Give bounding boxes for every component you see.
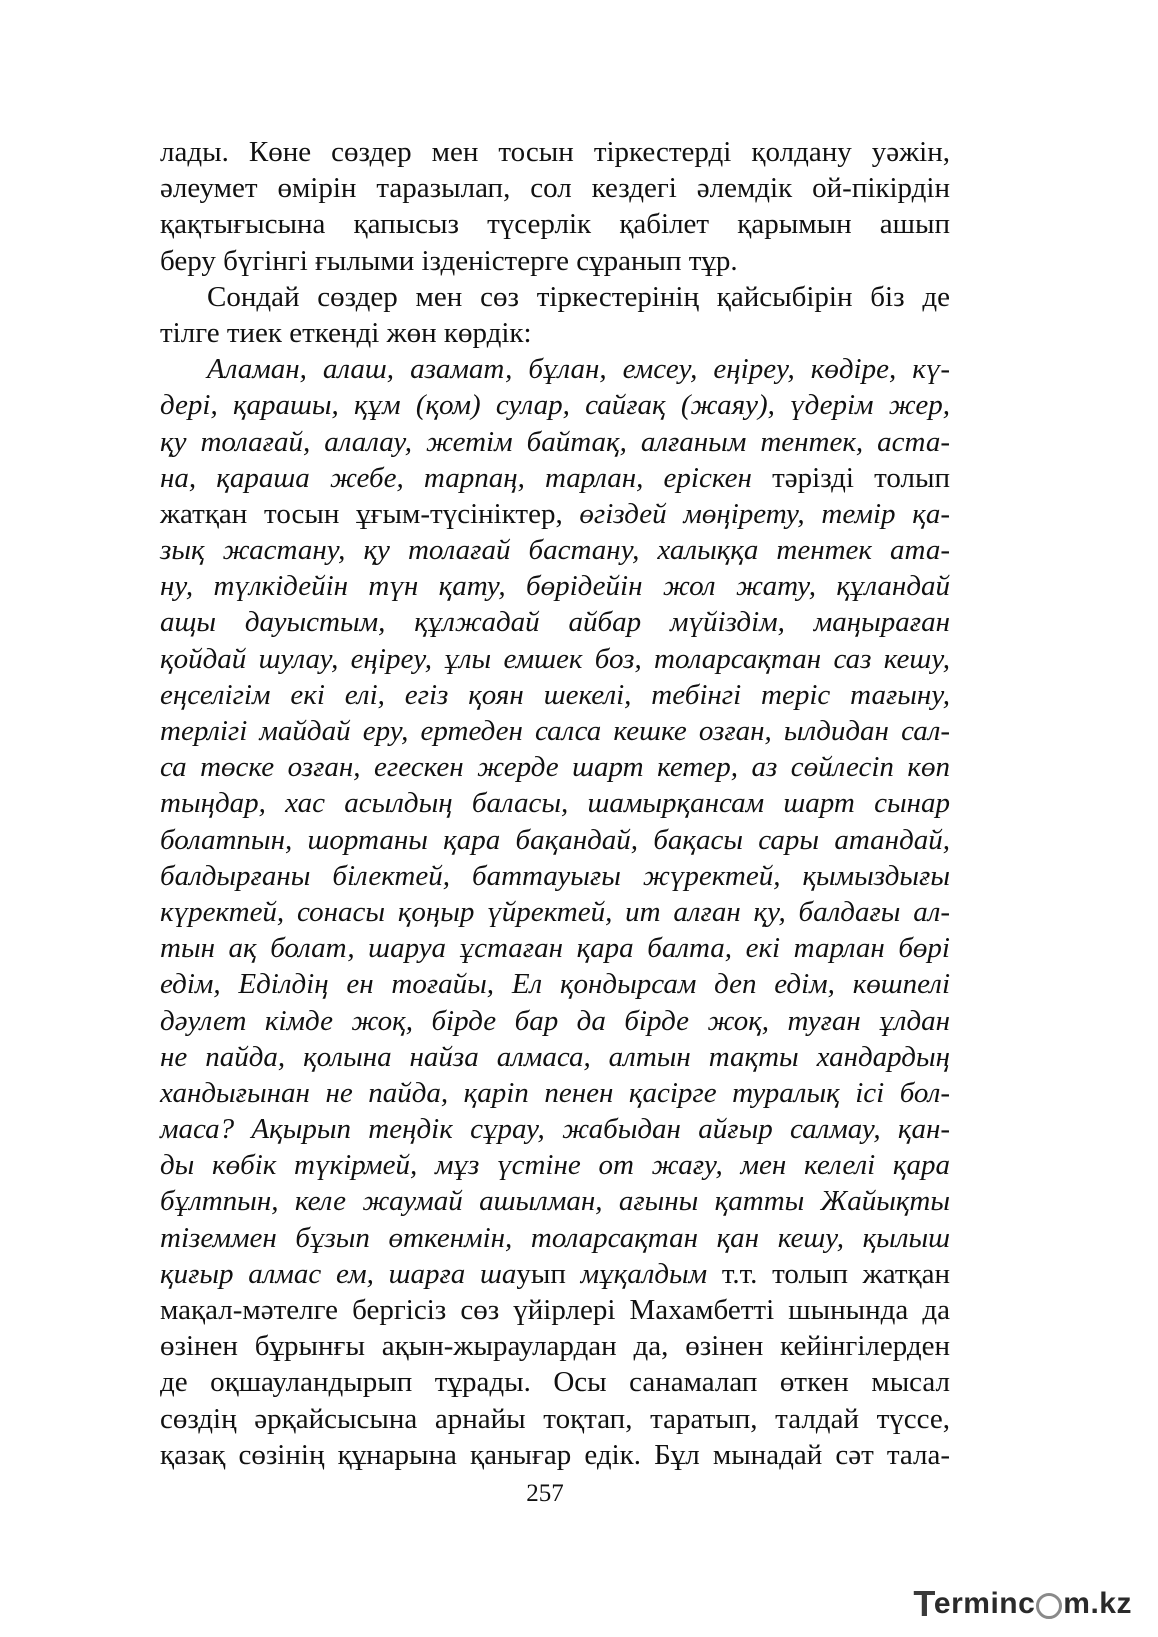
italic-text-segment: қойдай шулау, еңіреу, ұлы емшек боз, толарсақтан саз кешу, — [160, 642, 950, 675]
italic-text-segment: са төске озған, егескен жерде шарт кетер, аз сөйлесіп көп — [160, 751, 950, 784]
text-line — [160, 822, 950, 858]
italic-text-segment: маса? Ақырып теңдік сұрау, жабыдан айғыр салмау, қан- — [160, 1113, 950, 1146]
text-line — [160, 858, 950, 894]
watermark-text-part2: m.kz — [1063, 1587, 1132, 1620]
watermark-t-letter: T — [913, 1583, 936, 1624]
italic-text-segment: Аламан, алаш, азамат, бұлан, емсеу, еңіреу, көдіре, кү- — [207, 353, 950, 386]
text-line — [160, 604, 950, 640]
watermark-o-circle-icon — [1036, 1593, 1062, 1619]
italic-text-segment: на, қараша жебе, тарпаң, тарлан, ерiскен — [160, 461, 752, 494]
text-line — [160, 315, 950, 351]
text-line — [160, 243, 950, 279]
text-line — [160, 568, 950, 604]
italic-text-segment: еңселігім екі елі, егіз қоян шекелі, тебінгі теріс тағыну, — [160, 678, 950, 711]
text-line — [160, 785, 950, 821]
text-line — [160, 1003, 950, 1039]
italic-text-segment: мұқалдым — [580, 1257, 708, 1290]
text-line — [160, 894, 950, 930]
text-line — [160, 1401, 950, 1437]
italic-text-segment: қиғыр алмас ем, шарға ша — [160, 1257, 517, 1290]
text-segment: тәрізді толып — [751, 461, 951, 494]
text-line — [160, 1437, 950, 1473]
text-line — [160, 713, 950, 749]
body-text — [160, 134, 950, 1473]
text-line — [160, 170, 950, 206]
text-line — [160, 1256, 950, 1292]
text-line — [160, 134, 950, 170]
text-line — [160, 1220, 950, 1256]
text-line — [160, 532, 950, 568]
watermark-text-part1: erminc — [933, 1587, 1036, 1620]
italic-text-segment: бұлтпын, келе жаумай ашылман, ағыны қатты Жайықты — [160, 1185, 950, 1218]
text-segment: әлеумет өмірін таразылап, сол кездегі әлемдік ой-пікірдін — [160, 172, 950, 205]
text-segment: де оқшауландырып тұрады. Осы санамалап өткен мысал — [160, 1366, 950, 1399]
italic-text-segment: тыңдар, хас асылдың баласы, шамырқансам шарт сынар — [160, 787, 950, 820]
text-segment: қазақ сөзінің құнарына қанығар едік. Бұл мынадай сәт тала- — [160, 1438, 950, 1471]
text-line — [160, 206, 950, 242]
text-segment: уып — [516, 1257, 581, 1290]
italic-text-segment: зық жастану, қу толағай бастану, халыққа тентек ата- — [160, 534, 950, 567]
italic-text-segment: едім, Еділдің ен тоғайы, Ел қондырсам деп едім, көшпелі — [160, 968, 950, 1001]
text-segment: лады. Көне сөздер мен тосын тіркестерді қолдану уәжін, — [160, 136, 950, 168]
text-segment: өзінен бұрынғы ақын-жыраулардан да, өзінен кейінгілерден — [160, 1330, 950, 1363]
page-number: 257 — [526, 1480, 564, 1507]
italic-text-segment: күректей, сонасы қоңыр үйректей, ит алған қу, балдағы ал- — [160, 895, 950, 928]
text-line — [160, 1183, 950, 1219]
text-line — [160, 1075, 950, 1111]
italic-text-segment: дері, қарашы, құм (қом) сулар, сайғақ (жаяу), үдерім жер, — [160, 389, 950, 422]
italic-text-segment: ды көбік түкірмей, мұз үстіне от жағу, мен келелі қара — [160, 1149, 950, 1182]
italic-text-segment: тіземмен бұзып өткенмін, толарсақтан қан кешу, қылыш — [160, 1221, 950, 1254]
text-line — [160, 677, 950, 713]
text-segment: қақтығысына қапысыз түсерлік қабілет қарымын ашып — [160, 208, 950, 241]
text-line — [160, 351, 950, 387]
text-line — [160, 966, 950, 1002]
italic-text-segment: терлігі майдай еру, ертеден салса кешке озған, ылдидан сал- — [160, 715, 950, 747]
italic-text-segment: тын ақ болат, шаруа ұстаған қара балта, екі тарлан бөрі — [160, 932, 950, 965]
italic-text-segment: қу толағай, алалау, жетім байтақ, алғаным тентек, аста- — [160, 425, 950, 458]
italic-text-segment: болатпын, шортаны қара бақандай, бақасы сары атандай, — [160, 823, 950, 856]
text-line — [160, 930, 950, 966]
text-line — [160, 1039, 950, 1075]
text-line — [160, 1364, 950, 1400]
italic-text-segment: ащы дауыстым, құлжадай айбар мүйіздім, маңыраған — [160, 606, 950, 639]
text-line — [160, 387, 950, 423]
italic-text-segment: не пайда, қолына найза алмаса, алтын тақты хандардың — [160, 1040, 950, 1073]
text-line — [160, 460, 950, 496]
text-line — [160, 1111, 950, 1147]
italic-text-segment: дәулет кімде жоқ, бірде бар да бірде жоқ, туған ұлдан — [160, 1004, 950, 1037]
termincom-watermark-logo — [913, 1583, 1132, 1625]
text-segment: т.т. толып жатқан — [707, 1257, 950, 1290]
italic-text-segment: өгіздей мөңірету, темір қа- — [579, 497, 950, 530]
text-line — [160, 279, 950, 315]
italic-text-segment: ну, түлкідейін түн қату, бөрідейін жол жату, құландай — [160, 570, 950, 603]
italic-text-segment: балдырғаны білектей, баттауығы жүректей, қымыздығы — [160, 859, 950, 892]
text-segment: жатқан тосын ұғым-түсініктер, — [160, 497, 580, 530]
text-line — [160, 641, 950, 677]
text-segment: сөздің әрқайсысына арнайы тоқтап, таратып, талдай түссе, — [160, 1402, 950, 1435]
text-segment: тілге тиек еткенді жөн көрдік: — [160, 316, 532, 349]
text-segment: мақал-мәтелге бергісіз сөз үйірлері Махамбетті шынында да — [160, 1294, 950, 1326]
text-line — [160, 749, 950, 785]
text-line — [160, 1147, 950, 1183]
text-line — [160, 496, 950, 532]
text-segment: беру бүгінгі ғылыми ізденістерге сұранып тұр. — [160, 244, 738, 277]
text-segment: Сондай сөздер мен сөз тіркестерінің қайсыбірін біз де — [207, 280, 950, 313]
text-line — [160, 1292, 950, 1328]
text-line — [160, 1328, 950, 1364]
italic-text-segment: хандығынан не пайда, қаріп пенен қасірге туралық ісі бол- — [160, 1076, 950, 1109]
text-line — [160, 424, 950, 460]
